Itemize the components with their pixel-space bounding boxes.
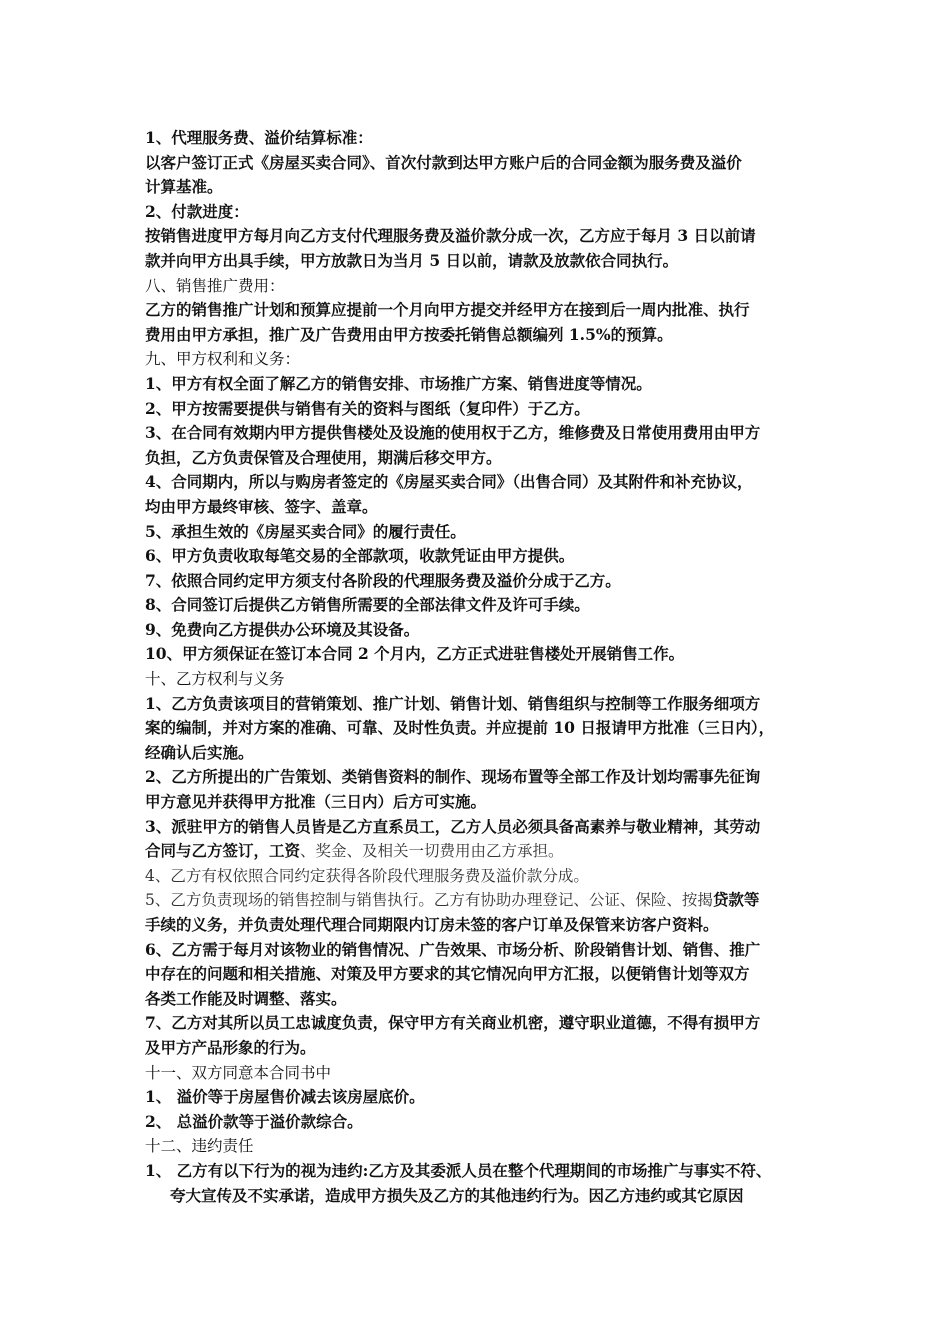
text-line: 1、代理服务费、溢价结算标准： bbox=[145, 128, 373, 147]
text-line: 6、乙方需于每月对该物业的销售情况、广告效果、市场分析、阶段销售计划、销售、推广 bbox=[145, 939, 761, 959]
text-segment: 合同与乙方签订，工资 bbox=[145, 841, 301, 861]
text-line: 1、 乙方有以下行为的视为违约:乙方及其委派人员在整个代理期间的市场推广与事实不符、 bbox=[145, 1160, 772, 1180]
text-line: 1、甲方有权全面了解乙方的销售安排、市场推广方案、销售进度等情况。 bbox=[145, 373, 652, 393]
text-line: 1、乙方负责该项目的营销策划、推广计划、销售计划、销售组织与控制等工作服务细项方 bbox=[145, 693, 761, 713]
text-line: 7、乙方对其所以员工忠诚度负责，保守甲方有关商业机密，遵守职业道德，不得有损甲方 bbox=[145, 1013, 761, 1033]
text-line: 3、派驻甲方的销售人员皆是乙方直系员工，乙方人员必须具备高素养与敬业精神，其劳动 bbox=[145, 816, 761, 836]
text-line: 手续的义务，并负责处理代理合同期限内订房未签的客户订单及保管来访客户资料。 bbox=[145, 915, 719, 934]
text-line: 6、甲方负责收取每笔交易的全部款项，收款凭证由甲方提供。 bbox=[145, 546, 575, 566]
text-line: 5、承担生效的《房屋买卖合同》的履行责任。 bbox=[145, 521, 466, 541]
text-line: 4、合同期内，所以与购房者签定的《房屋买卖合同》（出售合同）及其附件和补充协议， bbox=[145, 472, 753, 492]
text-line: 以客户签订正式《房屋买卖合同》、首次付款到达甲方账户后的合同金额为服务费及溢价 bbox=[145, 152, 742, 172]
text-line: 案的编制，并对方案的准确、可靠、及时性负责。并应提前 10 日报请甲方批准（三日内）， bbox=[145, 718, 775, 738]
contract-text-body bbox=[145, 126, 825, 1208]
text-line: 夸大宣传及不实承诺，造成甲方损失及乙方的其他违约行为。因乙方违约或其它原因 bbox=[170, 1185, 744, 1205]
text-line: 乙方的销售推广计划和预算应提前一个月向甲方提交并经甲方在接到后一周内批准、执行 bbox=[145, 300, 750, 320]
text-segment: 贷款等 bbox=[712, 890, 760, 910]
text-line: 各类工作能及时调整、落实。 bbox=[145, 988, 347, 1008]
text-line: 十一、双方同意本合同书中 bbox=[145, 1063, 332, 1082]
text-line: 3、在合同有效期内甲方提供售楼处及设施的使用权于乙方，维修费及日常使用费用由甲方 bbox=[145, 423, 761, 443]
text-line: 2、乙方所提出的广告策划、类销售资料的制作、现场布置等全部工作及计划均需事先征询 bbox=[145, 767, 761, 787]
text-line: 十二、违约责任 bbox=[145, 1137, 254, 1156]
text-line: 十、乙方权利与义务 bbox=[145, 670, 285, 689]
text-line: 款并向甲方出具手续，甲方放款日为当月 5 日以前，请款及放款依合同执行。 bbox=[145, 250, 679, 270]
text-line: 7、依照合同约定甲方须支付各阶段的代理服务费及溢价分成于乙方。 bbox=[145, 570, 621, 590]
text-line: 八、销售推广费用： bbox=[145, 276, 285, 295]
text-line: 2、甲方按需要提供与销售有关的资料与图纸（复印件）于乙方。 bbox=[145, 398, 590, 418]
text-line: 中存在的问题和相关措施、对策及甲方要求的其它情况向甲方汇报，以便销售计划等双方 bbox=[145, 964, 750, 984]
text-line: 按销售进度甲方每月向乙方支付代理服务费及溢价款分成一次，乙方应于每月 3 日以前请 bbox=[145, 226, 756, 246]
text-line: 九、甲方权利和义务： bbox=[145, 350, 301, 369]
text-line: 甲方意见并获得甲方批准（三日内）后方可实施。 bbox=[145, 792, 487, 812]
text-line: 8、合同签订后提供乙方销售所需要的全部法律文件及许可手续。 bbox=[145, 595, 590, 615]
text-segment: 、奖金、及相关一切费用由乙方承担。 bbox=[300, 842, 564, 861]
text-line: 10、甲方须保证在签订本合同 2 个月内，乙方正式进驻售楼处开展销售工作。 bbox=[145, 644, 685, 664]
text-line: 2、付款进度： bbox=[145, 201, 249, 221]
text-segment: 5、乙方负责现场的销售控制与销售执行。乙方有协助办理登记、公证、保险、按揭 bbox=[145, 891, 713, 910]
text-line: 经确认后实施。 bbox=[145, 742, 254, 762]
text-line: 及甲方产品形象的行为。 bbox=[145, 1037, 316, 1057]
text-line: 负担，乙方负责保管及合理使用，期满后移交甲方。 bbox=[145, 447, 502, 467]
text-line: 4、乙方有权依照合同约定获得各阶段代理服务费及溢价款分成。 bbox=[145, 866, 589, 885]
text-line bbox=[145, 888, 825, 913]
text-line: 9、免费向乙方提供办公环境及其设备。 bbox=[145, 619, 420, 639]
text-line: 费用由甲方承担，推广及广告费用由甲方按委托销售总额编列 1.5%的预算。 bbox=[145, 324, 673, 344]
text-line: 计算基准。 bbox=[145, 177, 223, 197]
text-line: 均由甲方最终审核、签字、盖章。 bbox=[145, 496, 378, 516]
text-line: 2、 总溢价款等于溢价款综合。 bbox=[145, 1111, 363, 1131]
text-line: 1、 溢价等于房屋售价减去该房屋底价。 bbox=[145, 1087, 425, 1107]
text-line bbox=[145, 839, 825, 864]
